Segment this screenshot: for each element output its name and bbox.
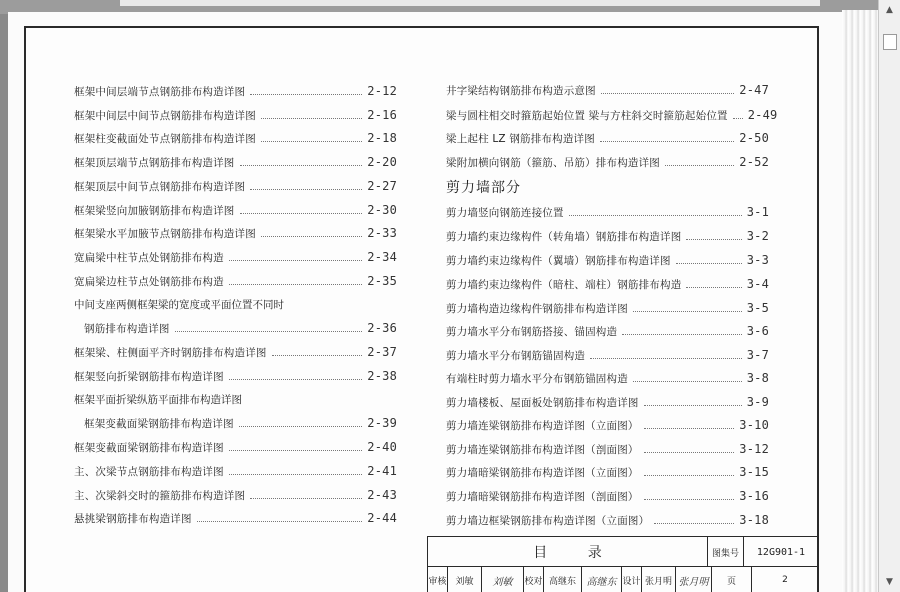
toc-entry [446, 513, 769, 528]
toc-entry-page: 2-52 [739, 155, 769, 169]
toc-entry [74, 226, 397, 241]
dot-leader [175, 331, 363, 332]
toc-entry [446, 131, 769, 146]
toc-entry-page: 2-43 [367, 488, 397, 502]
toc-entry-page: 3-4 [746, 277, 769, 291]
toc-entry-title: 剪力墙水平分布钢筋搭接、锚固构造 [446, 326, 618, 338]
toc-entry-page: 2-36 [367, 321, 397, 335]
designer-signature: 张月明 [676, 567, 712, 592]
dot-leader [261, 236, 362, 237]
toc-entry-title: 钢筋排布构造详图 [84, 323, 170, 335]
toc-entry-title: 框架梁、柱侧面平齐时钢筋排布构造详图 [74, 347, 267, 359]
scroll-down-arrow-icon[interactable]: ▼ [886, 577, 893, 587]
dot-leader [229, 260, 362, 261]
toc-entry-page: 3-5 [746, 301, 769, 315]
toc-entry-title: 框架变截面梁钢筋排布构造详图 [84, 418, 234, 430]
toc-entry [446, 205, 769, 220]
section-heading-shear-wall: 剪力墙部分 [446, 180, 521, 196]
dot-leader [590, 358, 742, 359]
toc-entry-page: 2-34 [367, 250, 397, 264]
toc-entry [74, 464, 397, 479]
toc-entry-title: 剪力墙构造边缘构件钢筋排布构造详图 [446, 303, 628, 315]
toc-entry [84, 321, 397, 336]
toc-entry [446, 442, 769, 457]
toc-entry-page: 3-8 [746, 371, 769, 385]
dot-leader [686, 239, 741, 240]
design-label: 设计 [622, 567, 642, 592]
toc-entry-title: 梁与圆柱相交时箍筋起始位置 梁与方柱斜交时箍筋起始位置 [446, 110, 728, 122]
dot-leader [665, 165, 734, 166]
toc-entry-page: 2-49 [747, 108, 778, 122]
toc-entry-page: 2-16 [367, 108, 397, 122]
toc-entry-page: 2-33 [367, 226, 397, 240]
dot-leader [633, 381, 742, 382]
checker-signature: 高继东 [582, 567, 622, 592]
drawing-title: 目 录 [428, 537, 708, 567]
toc-entry-page: 2-44 [367, 511, 397, 525]
toc-entry-title: 框架竖向折梁钢筋排布构造详图 [74, 371, 224, 383]
dot-leader [240, 213, 363, 214]
toc-entry-page: 2-27 [367, 179, 397, 193]
toc-entry-page: 3-1 [746, 205, 769, 219]
dot-leader [261, 141, 362, 142]
dot-leader [676, 263, 742, 264]
dot-leader [601, 93, 734, 94]
dot-leader [272, 355, 363, 356]
toc-entry [74, 345, 397, 360]
toc-entry-page: 3-18 [739, 513, 769, 527]
toc-entry-page: 3-7 [746, 348, 769, 362]
toc-entry [446, 348, 769, 363]
dot-leader [569, 215, 742, 216]
toc-entry [84, 416, 397, 431]
toc-entry [446, 108, 778, 123]
dot-leader [600, 141, 734, 142]
toc-entry-page: 3-16 [739, 489, 769, 503]
designer-name: 张月明 [642, 567, 676, 592]
toc-entry-title: 宽扁梁中柱节点处钢筋排布构造 [74, 252, 224, 264]
toc-entry-title: 剪力墙暗梁钢筋排布构造详图（剖面图） [446, 491, 639, 503]
page-stack-edge [842, 10, 878, 592]
dot-leader [229, 474, 362, 475]
toc-entry-title: 框架顶层中间节点钢筋排布构造详图 [74, 181, 246, 193]
dot-leader [240, 165, 363, 166]
toc-entry-title: 剪力墙暗梁钢筋排布构造详图（立面图） [446, 467, 639, 479]
toc-entry-page: 2-38 [367, 369, 397, 383]
toc-entry-title: 井字梁结构钢筋排布构造示意图 [446, 85, 596, 97]
toc-entry-title: 框架顶层端节点钢筋排布构造详图 [74, 157, 235, 169]
dot-leader [250, 189, 362, 190]
toc-entry [74, 250, 397, 265]
scroll-up-arrow-icon[interactable]: ▲ [886, 5, 893, 15]
dot-leader [229, 379, 362, 380]
dot-leader [261, 118, 362, 119]
toc-entry-title: 框架中间层中间节点钢筋排布构造详图 [74, 110, 256, 122]
toc-entry-title: 剪力墙水平分布钢筋锚固构造 [446, 350, 586, 362]
toc-entry [446, 253, 769, 268]
toc-entry-title: 梁附加横向钢筋（箍筋、吊筋）排布构造详图 [446, 157, 660, 169]
review-label: 审核 [428, 567, 448, 592]
toc-entry [74, 108, 397, 123]
toc-entry [74, 155, 397, 170]
dot-leader [654, 523, 734, 524]
toc-entry-page: 2-39 [367, 416, 397, 430]
toc-entry-page: 3-15 [739, 465, 769, 479]
dot-leader [644, 428, 735, 429]
page-label: 页 [712, 567, 752, 592]
dot-leader [229, 284, 362, 285]
toc-entry-title: 有端柱时剪力墙水平分布钢筋锚固构造 [446, 373, 628, 385]
scroll-thumb[interactable] [883, 34, 897, 50]
toc-entry-title: 剪力墙楼板、屋面板处钢筋排布构造详图 [446, 397, 639, 409]
toc-entry-title: 框架中间层端节点钢筋排布构造详图 [74, 86, 246, 98]
dot-leader [644, 452, 735, 453]
toc-entry-title: 框架变截面梁钢筋排布构造详图 [74, 442, 224, 454]
toc-entry-page: 2-12 [367, 84, 397, 98]
dot-leader [686, 287, 741, 288]
dot-leader [644, 405, 742, 406]
toc-entry [74, 369, 397, 384]
toc-entry-page: 2-30 [367, 203, 397, 217]
toc-entry-title: 框架柱变截面处节点钢筋排布构造详图 [74, 133, 256, 145]
toc-entry-title: 剪力墙连梁钢筋排布构造详图（立面图） [446, 420, 639, 432]
toc-entry [74, 131, 397, 146]
toc-entry-title: 剪力墙连梁钢筋排布构造详图（剖面图） [446, 444, 639, 456]
toc-entry [446, 155, 769, 170]
toc-entry-page: 2-20 [367, 155, 397, 169]
toc-entry [446, 395, 769, 410]
toc-entry [446, 418, 769, 433]
toc-entry [446, 324, 769, 339]
toc-entry-title-prefix: 框架平面折梁纵筋平面排布构造详图 [74, 394, 242, 406]
dot-leader [229, 450, 362, 451]
page-number: 2 [782, 575, 788, 585]
toc-entry-page: 2-50 [739, 131, 769, 145]
toc-entry-page: 3-12 [739, 442, 769, 456]
toc-entry-page: 3-3 [746, 253, 769, 267]
dot-leader [622, 334, 742, 335]
toc-entry [446, 489, 769, 504]
dot-leader [644, 475, 735, 476]
reviewer-signature: 刘敏 [482, 567, 524, 592]
toc-entry-title-prefix: 中间支座两侧框架梁的宽度或平面位置不同时 [74, 299, 284, 311]
toc-entry [74, 440, 397, 455]
toc-entry [446, 229, 769, 244]
dot-leader [633, 311, 742, 312]
check-label: 校对 [524, 567, 544, 592]
toc-entry-page: 3-6 [746, 324, 769, 338]
dot-leader [733, 118, 743, 119]
reviewer-name: 刘敏 [448, 567, 482, 592]
toc-entry [74, 179, 397, 194]
toc-entry-page: 2-47 [739, 83, 769, 97]
toc-entry-title: 剪力墙约束边缘构件（暗柱、端柱）钢筋排布构造 [446, 279, 682, 291]
toc-entry-page: 2-18 [367, 131, 397, 145]
dot-leader [250, 498, 362, 499]
toc-entry-page: 2-41 [367, 464, 397, 478]
toc-entry [446, 371, 769, 386]
toc-entry [74, 274, 397, 289]
toc-entry [74, 511, 397, 526]
toc-entry [446, 277, 769, 292]
dot-leader [239, 426, 362, 427]
toc-entry [74, 84, 397, 99]
dot-leader [250, 94, 362, 95]
toc-entry-title: 主、次梁节点钢筋排布构造详图 [74, 466, 224, 478]
title-block [427, 536, 819, 592]
toc-entry [446, 83, 769, 98]
toc-entry-title: 剪力墙约束边缘构件（转角墙）钢筋排布构造详图 [446, 231, 682, 243]
atlas-number: 12G901-1 [756, 546, 806, 558]
toc-entry-title: 剪力墙竖向钢筋连接位置 [446, 207, 564, 219]
toc-entry-title: 框架梁竖向加腋钢筋排布构造详图 [74, 205, 235, 217]
toc-entry [74, 203, 397, 218]
toc-entry-page: 3-9 [746, 395, 769, 409]
toc-entry-title: 梁上起柱 LZ 钢筋排布构造详图 [446, 133, 595, 145]
toc-entry-title: 剪力墙边框梁钢筋排布构造详图（立面图） [446, 515, 650, 527]
atlas-label: 图集号 [708, 537, 744, 567]
toc-entry-page: 2-37 [367, 345, 397, 359]
dot-leader [644, 499, 735, 500]
toc-entry-title: 宽扁梁边柱节点处钢筋排布构造 [74, 276, 224, 288]
checker-name: 高继东 [544, 567, 582, 592]
toc-entry-title: 剪力墙约束边缘构件（翼墙）钢筋排布构造详图 [446, 255, 671, 267]
toc-entry-title: 框架梁水平加腋节点钢筋排布构造详图 [74, 228, 256, 240]
toc-entry-page: 3-10 [739, 418, 769, 432]
vertical-scrollbar[interactable] [878, 0, 900, 592]
toc-entry-page: 2-35 [367, 274, 397, 288]
toc-entry-title: 悬挑梁钢筋排布构造详图 [74, 513, 192, 525]
toc-entry-page: 2-40 [367, 440, 397, 454]
dot-leader [197, 521, 363, 522]
toc-entry [74, 488, 397, 503]
toc-entry-title: 主、次梁斜交时的箍筋排布构造详图 [74, 490, 246, 502]
toc-entry [446, 465, 769, 480]
toc-entry [446, 301, 769, 316]
toc-entry-page: 3-2 [746, 229, 769, 243]
